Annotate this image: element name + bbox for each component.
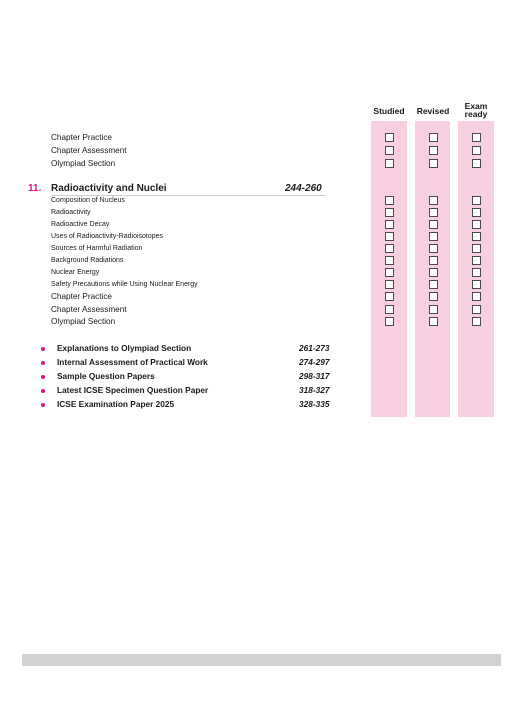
appendix-pages: 298-317 [299,371,330,381]
topic-row [0,255,524,267]
revised-checkbox[interactable] [429,317,438,326]
chapter-pages: 244-260 [285,183,322,194]
item-label: Chapter Practice [51,133,112,142]
appendix-title: Sample Question Papers [57,371,155,381]
revised-checkbox[interactable] [429,220,438,229]
appendix-title: Explanations to Olympiad Section [57,343,192,353]
revised-checkbox[interactable] [429,244,438,253]
exam-ready-checkbox[interactable] [472,146,481,155]
topic-row [0,267,524,279]
bullet-icon [41,347,45,351]
revised-checkbox[interactable] [429,232,438,241]
exam-ready-checkbox[interactable] [472,244,481,253]
item-label: Chapter Assessment [51,146,127,155]
topic-label: Nuclear Energy [51,269,100,276]
topic-row [0,243,524,255]
exam-ready-checkbox[interactable] [472,232,481,241]
topic-label: Radioactivity [51,209,91,216]
bullet-icon [41,375,45,379]
appendix-title: Latest ICSE Specimen Question Paper [57,385,209,395]
item-label: Olympiad Section [51,159,116,168]
appendix-title: ICSE Examination Paper 2025 [57,399,175,409]
list-item [0,145,524,157]
appendix-pages: 274-297 [299,357,330,367]
topic-label: Safety Precautions while Using Nuclear Energy [51,281,198,288]
appendix-title: Internal Assessment of Practical Work [57,357,208,367]
topic-row [0,195,524,207]
appendix-item [0,343,524,356]
exam-ready-checkbox[interactable] [472,196,481,205]
studied-checkbox[interactable] [385,305,394,314]
studied-checkbox[interactable] [385,196,394,205]
topic-row [0,279,524,291]
list-item [0,132,524,144]
exam-ready-checkbox[interactable] [472,208,481,217]
exam-ready-checkbox[interactable] [472,317,481,326]
studied-header: Studied [373,106,405,116]
revised-checkbox[interactable] [429,292,438,301]
item-label: Olympiad Section [51,317,116,326]
exam-ready-header-line1: Exam [464,101,488,111]
topic-label: Uses of Radioactivity-Radioisotopes [51,233,164,240]
exam-ready-checkbox[interactable] [472,159,481,168]
exam-ready-checkbox[interactable] [472,256,481,265]
revised-checkbox[interactable] [429,159,438,168]
revised-checkbox[interactable] [429,196,438,205]
revised-checkbox[interactable] [429,133,438,142]
list-item [0,304,524,316]
appendix-item [0,357,524,370]
exam-ready-checkbox[interactable] [472,292,481,301]
topic-row [0,231,524,243]
topic-row [0,219,524,231]
item-label: Chapter Practice [51,292,112,301]
exam-ready-checkbox[interactable] [472,220,481,229]
exam-ready-header [456,102,496,118]
exam-ready-checkbox[interactable] [472,268,481,277]
appendix-item [0,399,524,412]
revised-checkbox[interactable] [429,268,438,277]
studied-checkbox[interactable] [385,268,394,277]
studied-checkbox[interactable] [385,146,394,155]
footer-bar [22,654,501,666]
studied-checkbox[interactable] [385,208,394,217]
topic-label: Sources of Harmful Radiation [51,245,143,252]
appendix-item [0,371,524,384]
exam-ready-checkbox[interactable] [472,305,481,314]
bullet-icon [41,403,45,407]
revised-checkbox[interactable] [429,146,438,155]
exam-ready-checkbox[interactable] [472,280,481,289]
studied-checkbox[interactable] [385,133,394,142]
appendix-item [0,385,524,398]
studied-checkbox[interactable] [385,280,394,289]
topic-label: Radioactive Decay [51,221,110,228]
bullet-icon [41,361,45,365]
chapter-number: 11. [28,183,42,194]
revised-checkbox[interactable] [429,208,438,217]
list-item [0,316,524,328]
studied-checkbox[interactable] [385,292,394,301]
appendix-pages: 318-327 [299,385,330,395]
studied-checkbox[interactable] [385,317,394,326]
appendix-pages: 261-273 [299,343,330,353]
studied-checkbox[interactable] [385,256,394,265]
bullet-icon [41,389,45,393]
studied-checkbox[interactable] [385,244,394,253]
studied-checkbox[interactable] [385,232,394,241]
studied-checkbox[interactable] [385,220,394,229]
topic-row [0,207,524,219]
topic-label: Background Radiations [51,257,124,264]
chapter-title: Radioactivity and Nuclei [51,183,167,194]
revised-header: Revised [416,106,450,116]
item-label: Chapter Assessment [51,305,127,314]
revised-checkbox[interactable] [429,256,438,265]
list-item [0,158,524,170]
exam-ready-header-line2: ready [464,109,488,119]
appendix-pages: 328-335 [299,399,330,409]
exam-ready-checkbox[interactable] [472,133,481,142]
topic-label: Composition of Nucleus [51,197,125,204]
revised-checkbox[interactable] [429,305,438,314]
studied-checkbox[interactable] [385,159,394,168]
list-item [0,291,524,303]
revised-checkbox[interactable] [429,280,438,289]
